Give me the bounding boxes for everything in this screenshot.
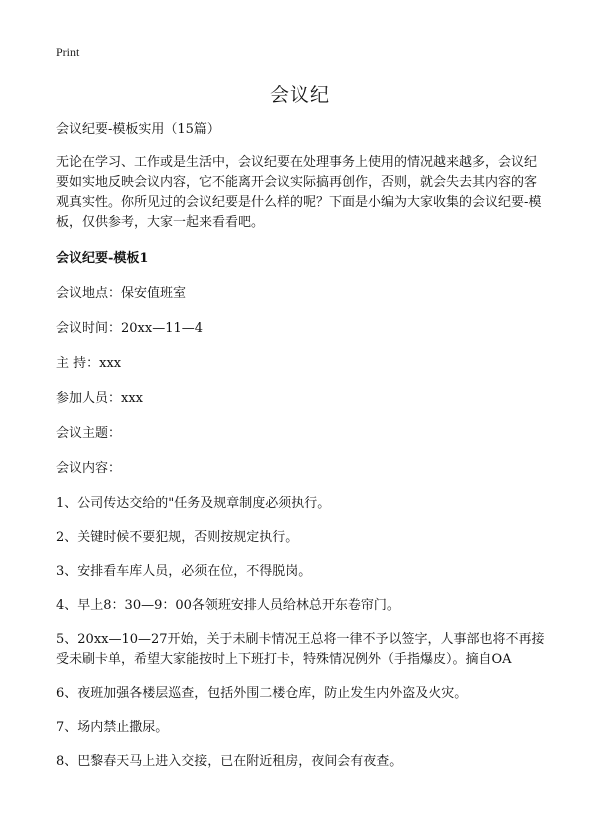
meeting-topic: 会议主题： (56, 426, 122, 441)
meeting-item: 2、关键时候不要犯规，否则按规定执行。 (56, 530, 299, 545)
meeting-item: 4、早上8：30—9：00各领班安排人员给林总开东卷帘门。 (56, 598, 400, 613)
meeting-items-list (56, 494, 548, 772)
meeting-item: 8、巴黎春天马上进入交接，已在附近租房，夜间会有夜查。 (56, 754, 403, 769)
intro-paragraph: 无论在学习、工作或是生活中，会议纪要在处理事务上使用的情况越来越多，会议纪要如实地反映会议内容，它不能离开会议实际搞再创作，否则，就会失去其内容的客观真实性。你所见过的会议纪要是什么样的呢？下面是小编为大家收集的会议纪要-模板，仅供参考，大家一起来看看吧。 (56, 155, 542, 230)
meeting-item: 6、夜班加强各楼层巡查，包括外围二楼仓库，防止发生内外盗及火灾。 (56, 686, 468, 701)
meeting-time: 会议时间：20xx—11—4 (56, 321, 204, 336)
meeting-item: 3、安排看车库人员，必须在位，不得脱岗。 (56, 564, 312, 579)
meeting-content-label: 会议内容： (56, 461, 122, 476)
meeting-item: 5、20xx—10—27开始，关于未刷卡情况王总将一律不予以签字，人事部也将不再接受未刷卡单，希望大家能按时上下班打卡，特殊情况例外（手指爆皮）。摘自OA (56, 632, 545, 667)
document-body (56, 120, 548, 786)
meeting-host: 主 持：xxx (56, 356, 122, 371)
print-label: Print (56, 45, 80, 59)
meeting-item: 1、公司传达交给的"任务及规章制度必须执行。 (56, 496, 331, 511)
section-heading: 会议纪要-模板1 (56, 251, 149, 266)
meeting-location: 会议地点：保安值班室 (56, 286, 187, 301)
document-title: 会议纪 (269, 84, 330, 106)
meeting-attendees: 参加人员：xxx (56, 391, 143, 406)
document-subtitle: 会议纪要-模板实用（15篇） (56, 122, 220, 137)
meeting-item: 7、场内禁止撒尿。 (56, 720, 169, 735)
